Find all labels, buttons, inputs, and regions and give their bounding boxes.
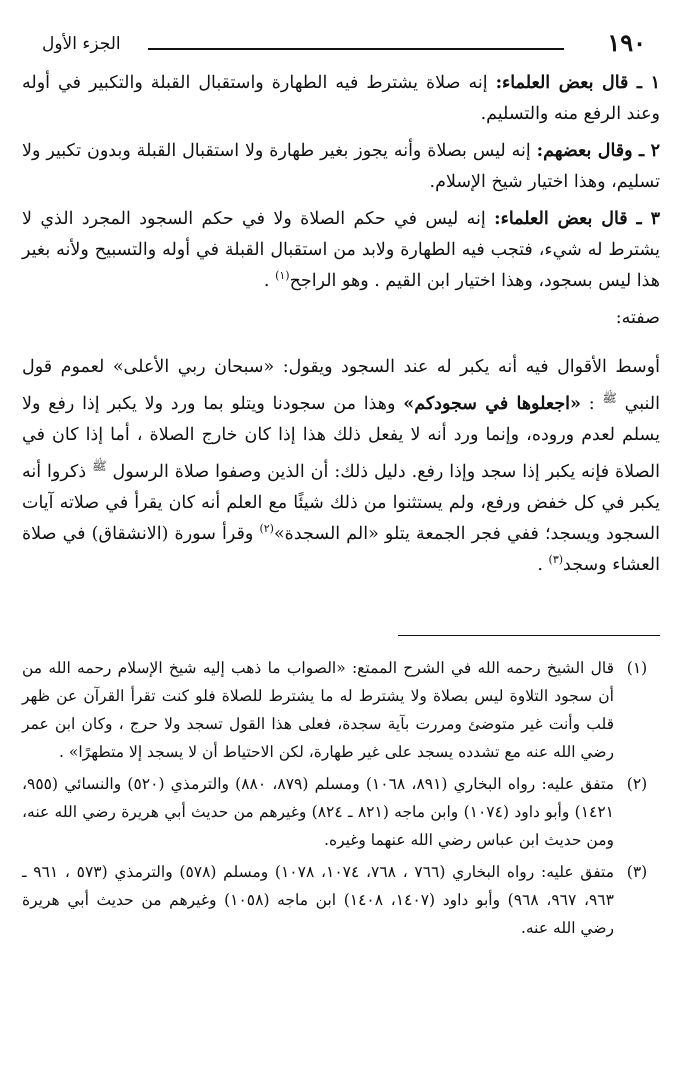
paragraph-gap: [22, 340, 660, 352]
description-text-e: وقرأ سورة (الانشقاق) في صلاة العشاء وسجد: [22, 523, 660, 575]
salawat-symbol: ﷺ: [602, 391, 617, 405]
footnote-1: [22, 654, 660, 766]
opinion-1-lead: ١ ـ قال بعض العلماء:: [495, 73, 661, 93]
part-title: الجزء الأول: [42, 34, 121, 54]
subheading-description: [22, 303, 660, 334]
description-end: .: [537, 554, 549, 575]
footnote-ref-3[interactable]: (٣): [548, 552, 564, 566]
footnote-3-text: متفق عليه: رواه البخاري (٧٦٦ ، ٧٦٨، ١٠٧٤، ١٠٧٨) ومسلم (٥٧٨) والترمذي (٥٧٣ ، ٩٦١ ـ ٩٦٣، ٩٦٧، ٩٦٨) وأبو داود (١٤٠٧، ١٤٠٨) ابن ماجه (١٠٥٨) وغيرهم من حديث أبي هريرة رضي الله عنه.: [22, 862, 615, 937]
footnote-ref-1[interactable]: (١): [275, 269, 290, 283]
hadith-quote: «اجعلوها في سجودكم»: [403, 393, 581, 414]
salawat-symbol-2: ﷺ: [92, 458, 107, 473]
description-text-c: وهذا من سجودنا ويتلو بما ورد ولا يكبر إذا رفع ولا يسلم لعدم وروده، وإنما ورد أنه لا يفعل ذلك هذا إذا كان خارج الصلاة ، أما إذا كان في الصلاة فإنه يكبر إذا سجد وإذا رفع. دليل ذلك: أن الذين وصفوا صلاة الرسول: [22, 393, 660, 482]
subheading-text: صفته:: [615, 308, 660, 328]
footnote-2-text: متفق عليه: رواه البخاري (٨٩١، ١٠٦٨) ومسلم (٨٧٩، ٨٨٠) والترمذي (٥٢٠) والنسائي (٩٥٥، ١٤٢١) وأبو داود (١٠٧٤) وابن ماجه (٨٢١ ـ ٨٢٤) وغيرهم من حديث أبي هريرة رضي الله عنه، ومن حديث ابن عباس رضي الله عنهما وغيره.: [22, 774, 614, 849]
footnote-1-text: قال الشيخ رحمه الله في الشرح الممتع: «الصواب ما ذهب إليه شيخ الإسلام رحمه الله من أن سجود التلاوة ليس بصلاة ولا يشترط له ما يشترط للصلاة فلو كنت تقرأ القرآن عن ظهر قلب وأنت غير متوضئ ومررت بآية سجدة، فعلى هذا القول تسجد ولا حرج ، وكان ابن عمر رضي الله عنه مع تشدده يسجد على غير طهارة، لكن الاحتياط أن لا يسجد إلا متطهرًا» .: [22, 658, 614, 761]
main-text: [22, 68, 660, 581]
footnote-separator: [398, 635, 660, 636]
opinion-2-text: إنه ليس بصلاة وأنه يجوز بغير طهارة ولا استقبال القبلة وبدون تكبير ولا تسليم، وهذا اختيار شيخ الإسلام.: [22, 141, 660, 192]
opinion-3-lead: ٣ ـ قال بعض العلماء:: [494, 209, 660, 229]
footnote-ref-2[interactable]: (٢): [259, 521, 274, 535]
footnote-3-number: (٣): [626, 862, 648, 881]
page-header: [22, 20, 660, 62]
footnote-2: [22, 770, 660, 854]
footnote-1-number: (١): [626, 658, 648, 677]
description-text-b: :: [580, 393, 603, 414]
paragraph-opinion-3: [22, 204, 660, 297]
footnote-2-number: (٢): [626, 774, 648, 793]
description-text-d: ذكروا أنه يكبر في كل خفض ورفع، ولم يستثنوا من ذلك شيئًا مع العلم أنه كان يقرأ في صلاته آيات السجود ويسجد؛ ففي فجر الجمعة يتلو «الم السجدة»: [22, 461, 661, 544]
opinion-3-end: .: [263, 271, 276, 291]
paragraph-opinion-1: [22, 68, 660, 130]
description-text-a: أوسط الأقوال فيه أنه يكبر له عند السجود ويقول: «سبحان ربي الأعلى» لعموم قول النبي: [22, 357, 660, 414]
footnote-3: [22, 858, 660, 942]
header-rule: [148, 48, 564, 50]
paragraph-opinion-2: [22, 136, 660, 198]
opinion-1-text: إنه صلاة يشترط فيه الطهارة واستقبال القبلة والتكبير في أوله وعند الرفع منه والتسليم.: [22, 73, 660, 124]
paragraph-description: [22, 352, 660, 581]
opinion-2-lead: ٢ ـ وقال بعضهم:: [536, 141, 660, 161]
opinion-3-text: إنه ليس في حكم الصلاة ولا في حكم السجود المجرد الذي لا يشترط له شيء، فتجب فيه الطهارة ولابد من استقبال القبلة في أوله والتسبيح ولأنه بغير هذا ليس بسجود، وهذا اختيار ابن القيم . وهو الراجح: [22, 209, 660, 291]
footnotes: [22, 654, 660, 942]
page-number: ١٩٠: [607, 28, 646, 57]
book-page: [0, 20, 684, 1082]
